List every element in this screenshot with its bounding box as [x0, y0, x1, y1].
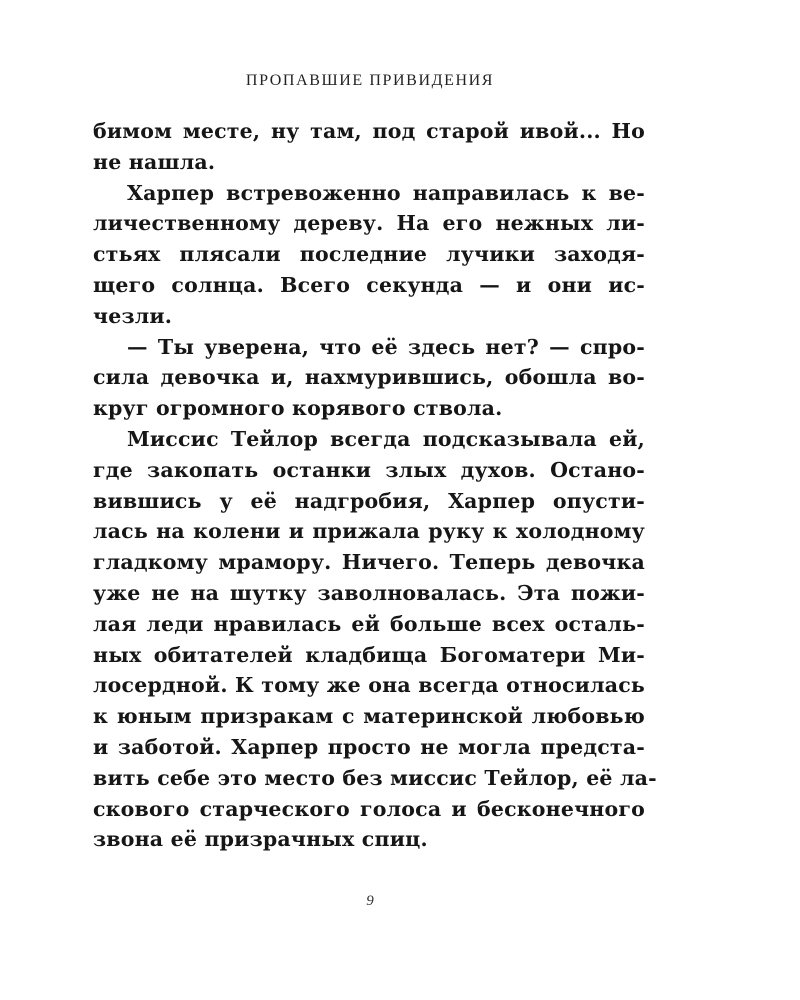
- running-title: ПРОПАВШИЕ ПРИВИДЕНИЯ: [245, 72, 495, 89]
- text-line: сила девочка и, нахмурившись, обошла во-: [93, 365, 645, 390]
- text-line: Харпер встревоженно направилась к ве-: [127, 180, 645, 205]
- text-line: вить себе это место без миссис Тейлор, её ла-: [93, 765, 657, 790]
- text-line: чезли.: [93, 303, 173, 328]
- text-line: гладкому мрамору. Ничего. Теперь девочка: [93, 550, 645, 575]
- body-text: [93, 116, 657, 855]
- text-line: к юным призракам с материнской любовью: [93, 704, 645, 729]
- text-line: скового старческого голоса и бесконечного: [93, 796, 645, 821]
- text-line: щего солнца. Всего секунда — и они ис-: [93, 272, 645, 297]
- text-line: не нашла.: [93, 149, 216, 174]
- text-line: вившись у её надгробия, Харпер опусти-: [93, 488, 645, 513]
- text-line: лая леди нравилась ей больше всех осталь-: [93, 611, 645, 636]
- page-number: 9: [366, 893, 374, 909]
- text-line: личественному дереву. На его нежных ли-: [93, 211, 645, 236]
- text-line: ных обитателей кладбища Богоматери Ми-: [93, 642, 645, 667]
- text-line: уже не на шутку заволновалась. Эта пожи-: [93, 580, 645, 605]
- text-line: круг огромного корявого ствола.: [93, 396, 503, 421]
- text-line: стьях плясали последние лучики заходя-: [93, 242, 645, 267]
- text-line: Миссис Тейлор всегда подсказывала ей,: [127, 426, 645, 451]
- text-line: лосердной. К тому же она всегда относилась: [93, 673, 645, 698]
- text-line: лась на колени и прижала руку к холодному: [93, 519, 645, 544]
- text-line: — Ты уверена, что её здесь нет? — спро-: [127, 334, 645, 359]
- text-line: звона её призрачных спиц.: [93, 827, 428, 852]
- text-line: и заботой. Харпер просто не могла предста-: [93, 734, 645, 759]
- text-line: где закопать останки злых духов. Остано-: [93, 457, 645, 482]
- text-line: бимом месте, ну там, под старой ивой... Но: [93, 119, 645, 143]
